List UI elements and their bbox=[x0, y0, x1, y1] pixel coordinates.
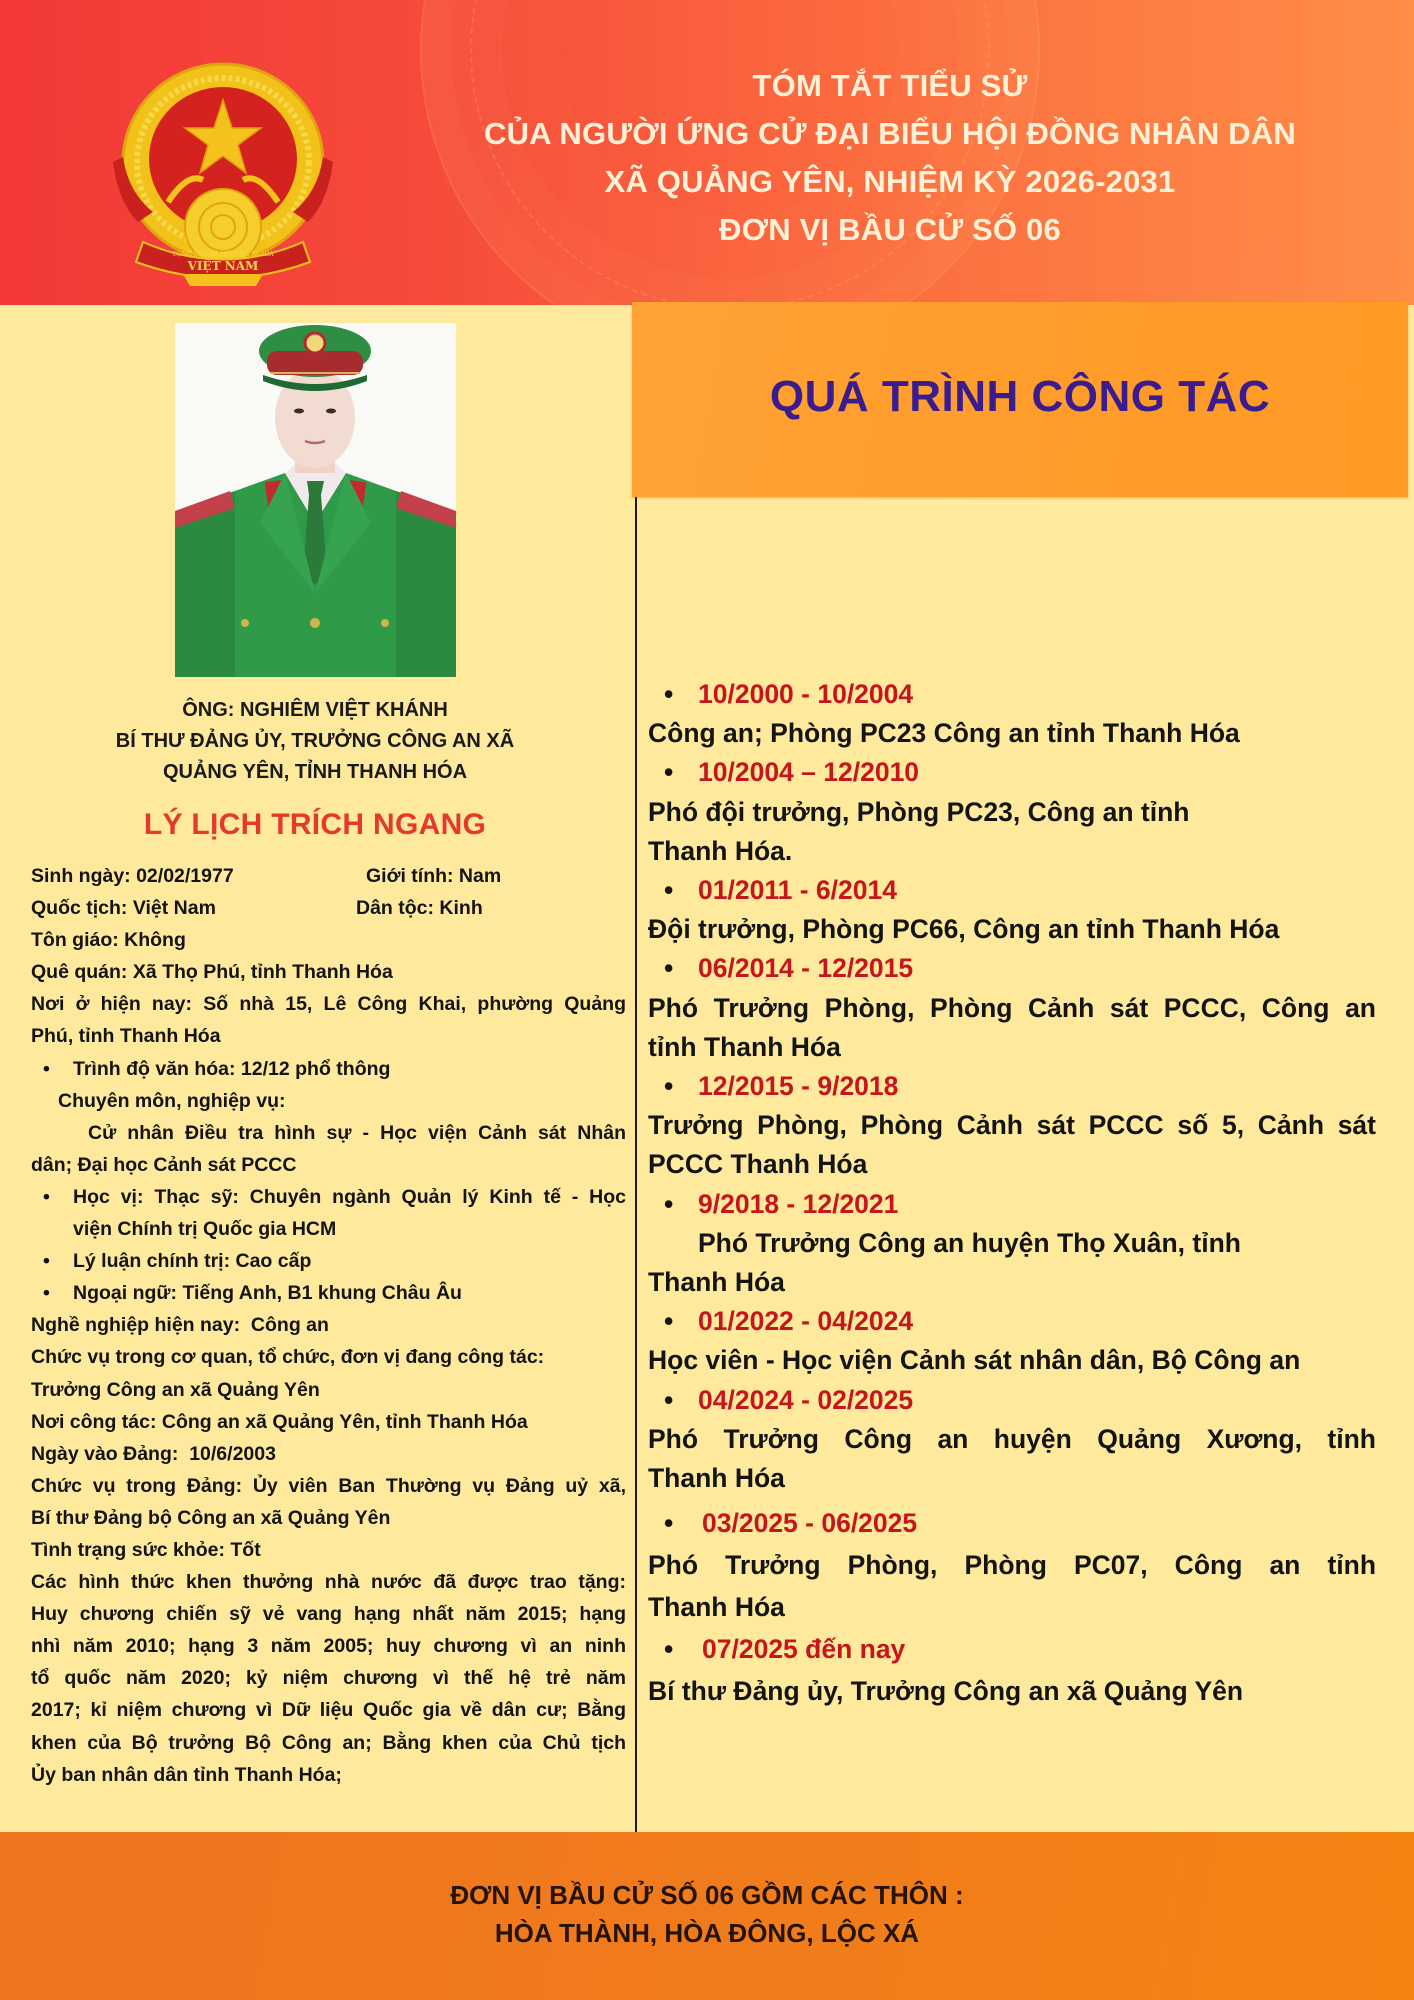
timeline-item bbox=[648, 1067, 1376, 1185]
timeline-item bbox=[648, 1381, 1376, 1499]
footer-line-1: ĐƠN VỊ BẦU CỬ SỐ 06 GỒM CÁC THÔN : bbox=[450, 1880, 964, 1910]
timeline-item bbox=[648, 1302, 1376, 1380]
timeline-description-cont: Thanh Hóa. bbox=[648, 835, 793, 866]
timeline-period: • 07/2025 đến nay bbox=[648, 1628, 1376, 1670]
candidate-position-line-2: QUẢNG YÊN, TỈNH THANH HÓA bbox=[162, 761, 468, 783]
timeline-item bbox=[648, 675, 1376, 753]
political-theory bbox=[31, 1245, 626, 1277]
timeline-item bbox=[648, 871, 1376, 949]
ethnicity: Dân tộc: Kinh bbox=[356, 897, 483, 920]
timeline-period: • 03/2025 - 06/2025 bbox=[648, 1502, 1376, 1544]
candidate-portrait bbox=[175, 323, 456, 677]
timeline-item bbox=[648, 753, 1376, 871]
awards-line-5: 2017; kỉ niệm chương vì Dữ liệu Quốc gia về dân cư; Bằng bbox=[31, 1699, 626, 1722]
svg-text:CỘNG HÒA XÃ HỘI CHỦ NGHĨA: CỘNG HÒA XÃ HỘI CHỦ NGHĨA bbox=[172, 251, 274, 258]
awards-line-7: Ủy ban nhân dân tỉnh Thanh Hóa; bbox=[31, 1763, 342, 1786]
candidate-name: ÔNG: NGHIÊM VIỆT KHÁNH bbox=[182, 699, 448, 721]
timeline-description: Phó Trưởng Công an huyện Thọ Xuân, tỉnh bbox=[698, 1227, 1241, 1258]
svg-text:VIỆT NAM: VIỆT NAM bbox=[187, 259, 259, 273]
position-value: Trưởng Công an xã Quảng Yên bbox=[31, 1378, 320, 1401]
document-title bbox=[400, 62, 1380, 254]
degree-line-1: • Học vị: Thạc sỹ: Chuyên ngành Quản lý Kinh tế - Học bbox=[73, 1185, 626, 1208]
candidate-position-line-1: BÍ THƯ ĐẢNG ỦY, TRƯỞNG CÔNG AN XÃ bbox=[115, 730, 515, 752]
timeline-description: Phó Trưởng Công an huyện Quảng Xương, tỉnh bbox=[648, 1423, 1376, 1454]
timeline-description-cont: Thanh Hóa bbox=[648, 1463, 785, 1494]
awards-line-3: nhì năm 2010; hạng 3 năm 2005; huy chương vì an ninh bbox=[31, 1635, 626, 1658]
education-text: • Trình độ văn hóa: 12/12 phổ thông bbox=[73, 1057, 391, 1080]
national-emblem-icon bbox=[98, 62, 348, 287]
timeline-description: Đội trưởng, Phòng PC66, Công an tỉnh Thanh Hóa bbox=[648, 914, 1280, 945]
awards-line-2: Huy chương chiến sỹ vẻ vang hạng nhất năm 2015; hạng bbox=[31, 1603, 626, 1626]
timeline-period: • 06/2014 - 12/2015 bbox=[648, 949, 1376, 988]
party-position-line-2: Bí thư Đảng bộ Công an xã Quảng Yên bbox=[31, 1506, 391, 1529]
party-position-line-1: Chức vụ trong Đảng: Ủy viên Ban Thường vụ Đảng uỷ xã, bbox=[31, 1474, 626, 1497]
occupation: Nghề nghiệp hiện nay: Công an bbox=[31, 1314, 329, 1337]
hometown: Quê quán: Xã Thọ Phú, tỉnh Thanh Hóa bbox=[31, 961, 393, 984]
timeline-item bbox=[648, 949, 1376, 1067]
timeline-description-cont: PCCC Thanh Hóa bbox=[648, 1149, 868, 1180]
timeline-period: • 04/2024 - 02/2025 bbox=[648, 1381, 1376, 1420]
timeline-description: Phó đội trưởng, Phòng PC23, Công an tỉnh bbox=[648, 796, 1190, 827]
timeline-period: • 01/2011 - 6/2014 bbox=[648, 871, 1376, 910]
timeline-description: Học viên - Học viện Cảnh sát nhân dân, Bộ Công an bbox=[648, 1345, 1301, 1376]
work-history-timeline bbox=[648, 675, 1376, 1712]
timeline-description: Công an; Phòng PC23 Công an tỉnh Thanh Hóa bbox=[648, 718, 1240, 749]
timeline-period: • 01/2022 - 04/2024 bbox=[648, 1302, 1376, 1341]
specialty-line-2: dân; Đại học Cảnh sát PCCC bbox=[31, 1153, 297, 1176]
work-history-title: QUÁ TRÌNH CÔNG TÁC bbox=[769, 372, 1271, 421]
timeline-description: Phó Trưởng Phòng, Phòng PC07, Công an tỉnh bbox=[648, 1550, 1376, 1581]
bio-row-birth-gender bbox=[31, 860, 626, 892]
party-join-date: Ngày vào Đảng: 10/6/2003 bbox=[31, 1442, 276, 1465]
column-divider bbox=[635, 497, 637, 1832]
title-line-1: TÓM TẮT TIỂU SỬ bbox=[752, 68, 1028, 103]
education-level bbox=[31, 1053, 626, 1085]
timeline-description: Trưởng Phòng, Phòng Cảnh sát PCCC số 5, Cảnh sát bbox=[648, 1110, 1376, 1141]
work-history-header-box bbox=[632, 302, 1408, 497]
timeline-item bbox=[648, 1502, 1376, 1628]
workplace: Nơi công tác: Công an xã Quảng Yên, tỉnh Thanh Hóa bbox=[31, 1410, 528, 1433]
footer-banner bbox=[0, 1832, 1414, 2000]
foreign-language bbox=[31, 1277, 626, 1309]
nationality: Quốc tịch: Việt Nam bbox=[31, 897, 216, 920]
residence-line-1: Nơi ở hiện nay: Số nhà 15, Lê Công Khai, phường Quảng bbox=[31, 993, 626, 1016]
electoral-unit-info bbox=[0, 1876, 1414, 1952]
timeline-description: Bí thư Đảng ủy, Trưởng Công an xã Quảng Yên bbox=[648, 1676, 1244, 1707]
gender: Giới tính: Nam bbox=[366, 865, 502, 887]
residence-line-2: Phú, tỉnh Thanh Hóa bbox=[31, 1025, 221, 1048]
bio-row-nationality-ethnicity bbox=[31, 892, 626, 924]
timeline-item bbox=[648, 1628, 1376, 1712]
specialty-label: Chuyên môn, nghiệp vụ: bbox=[58, 1089, 286, 1112]
title-line-4: ĐƠN VỊ BẦU CỬ SỐ 06 bbox=[719, 212, 1061, 247]
timeline-description-cont: tỉnh Thanh Hóa bbox=[648, 1031, 841, 1062]
foreign-language-text: • Ngoại ngữ: Tiếng Anh, B1 khung Châu Âu bbox=[73, 1282, 462, 1305]
timeline-description-cont: Thanh Hóa bbox=[648, 1592, 785, 1623]
religion: Tôn giáo: Không bbox=[31, 929, 186, 952]
bio-section-title: LÝ LỊCH TRÍCH NGANG bbox=[143, 808, 487, 841]
title-line-2: CỦA NGƯỜI ỨNG CỬ ĐẠI BIỂU HỘI ĐỒNG NHÂN DÂN bbox=[484, 116, 1296, 151]
political-theory-text: • Lý luận chính trị: Cao cấp bbox=[73, 1250, 312, 1273]
timeline-item bbox=[648, 1185, 1376, 1303]
health: Tình trạng sức khỏe: Tốt bbox=[31, 1538, 261, 1561]
header-banner bbox=[0, 0, 1414, 305]
title-line-3: XÃ QUẢNG YÊN, NHIỆM KỲ 2026-2031 bbox=[604, 164, 1176, 199]
timeline-period: • 12/2015 - 9/2018 bbox=[648, 1067, 1376, 1106]
birth-date: Sinh ngày: 02/02/1977 bbox=[31, 865, 234, 887]
specialty-line-1: Cử nhân Điều tra hình sự - Học viện Cảnh sát Nhân bbox=[88, 1121, 626, 1144]
timeline-description-cont: Thanh Hóa bbox=[648, 1267, 785, 1298]
timeline-period: • 10/2000 - 10/2004 bbox=[648, 675, 1376, 714]
timeline-period: • 10/2004 – 12/2010 bbox=[648, 753, 1376, 792]
candidate-name-block bbox=[20, 695, 610, 788]
awards-line-4: tổ quốc năm 2020; kỷ niệm chương vì thế hệ trẻ năm bbox=[31, 1667, 626, 1690]
timeline-description: Phó Trưởng Phòng, Phòng Cảnh sát PCCC, Công an bbox=[648, 992, 1376, 1023]
position-label: Chức vụ trong cơ quan, tổ chức, đơn vị đang công tác: bbox=[31, 1346, 545, 1369]
timeline-period: • 9/2018 - 12/2021 bbox=[648, 1185, 1376, 1224]
awards-line-1: Các hình thức khen thưởng nhà nước đã được trao tặng: bbox=[31, 1571, 626, 1594]
degree bbox=[31, 1181, 626, 1245]
bio-details bbox=[31, 860, 626, 1791]
awards-line-6: khen của Bộ trưởng Bộ Công an; Bằng khen của Chủ tịch bbox=[31, 1731, 626, 1754]
timeline-description-indented bbox=[648, 1224, 1376, 1263]
degree-line-2: viện Chính trị Quốc gia HCM bbox=[73, 1218, 337, 1241]
footer-line-2: HÒA THÀNH, HÒA ĐÔNG, LỘC XÁ bbox=[494, 1918, 920, 1948]
